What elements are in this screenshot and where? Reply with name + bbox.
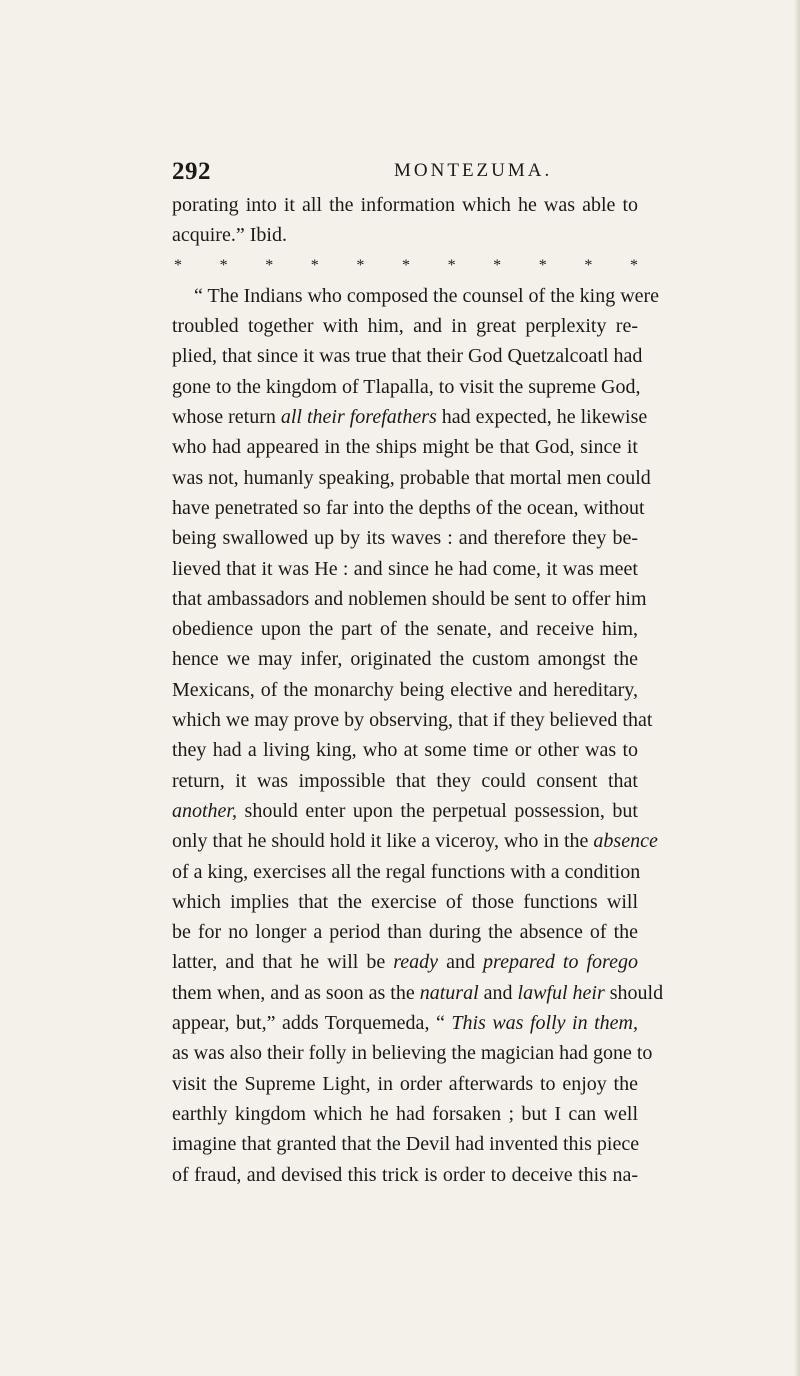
text-line: earthly kingdom which he had forsaken ; but I can well xyxy=(172,1102,638,1125)
text-line: have penetrated so far into the depths of the ocean, without xyxy=(172,496,645,519)
text-line: troubled together with him, and in great perplexity re- xyxy=(172,315,638,338)
text-line: return, it was impossible that they could consent that xyxy=(172,769,638,792)
text-run: and xyxy=(478,981,518,1004)
asterisk: * xyxy=(265,256,274,274)
italic-run: lawful heir xyxy=(517,981,605,1004)
asterisk: * xyxy=(447,256,456,274)
text-line xyxy=(172,402,648,432)
asterisk: * xyxy=(538,256,547,274)
text-line: hence we may infer, originated the custom amongst the xyxy=(172,648,638,671)
page-number: 292 xyxy=(172,158,211,185)
text-line: being swallowed up by its waves : and therefore they be- xyxy=(172,527,638,550)
text-line: obedience upon the part of the senate, and receive him, xyxy=(172,618,638,641)
text-line xyxy=(172,1008,638,1038)
asterisk: * xyxy=(174,256,182,274)
asterisk: * xyxy=(629,256,638,274)
text-run: should xyxy=(604,981,664,1004)
body-text xyxy=(172,190,664,1190)
asterisk: * xyxy=(401,256,410,274)
asterisk: * xyxy=(356,256,365,274)
italic-run: natural xyxy=(419,981,479,1004)
italic-run: absence xyxy=(593,830,658,853)
text-line: of a king, exercises all the regal functions with a condition xyxy=(172,860,641,883)
asterisk: * xyxy=(493,256,502,274)
text-run: appear, but,” adds Torquemeda, “ xyxy=(172,1012,452,1035)
text-line: was not, humanly speaking, probable that mortal men could xyxy=(172,466,651,489)
italic-run: all their forefathers xyxy=(280,406,437,429)
italic-run: another, xyxy=(172,799,237,822)
italic-run: ready xyxy=(393,951,439,974)
text-line: visit the Supreme Light, in order afterwards to enjoy the xyxy=(172,1072,638,1095)
asterisk: * xyxy=(310,256,319,274)
text-line xyxy=(172,796,638,826)
text-line: “ The Indians who composed the counsel of the king were xyxy=(194,284,660,307)
text-line: plied, that since it was true that their God Quetzalcoatl had xyxy=(172,345,643,368)
asterisk: * xyxy=(219,256,228,274)
text-run: whose return xyxy=(172,406,281,429)
text-line: as was also their folly in believing the magician had gone to xyxy=(172,1042,653,1065)
text-line xyxy=(172,947,638,977)
text-run: them when, and as soon as the xyxy=(172,981,420,1004)
text-line: who had appeared in the ships might be that God, since it xyxy=(172,436,638,459)
text-line xyxy=(172,826,658,856)
asterisk: * xyxy=(584,256,593,274)
text-run: and xyxy=(438,951,484,974)
text-line: of fraud, and devised this trick is order to deceive this na- xyxy=(172,1163,638,1186)
page-edge-shadow xyxy=(794,0,800,1376)
text-run: only that he should hold it like a viceroy, who in the xyxy=(172,830,594,853)
text-line: which we may prove by observing, that if they believed that xyxy=(172,709,653,732)
text-line: imagine that granted that the Devil had invented this piece xyxy=(172,1133,640,1156)
text-line: gone to the kingdom of Tlapalla, to visit the supreme God, xyxy=(172,375,641,398)
page-header xyxy=(172,158,628,190)
text-run: latter, and that he will be xyxy=(172,951,394,974)
text-line: acquire.” Ibid. xyxy=(172,224,287,247)
italic-run: prepared to forego xyxy=(483,951,638,974)
running-head: MONTEZUMA. xyxy=(394,160,553,181)
text-line: they had a living king, who at some time or other was to xyxy=(172,739,638,762)
text-line: which implies that the exercise of those functions will xyxy=(172,890,638,913)
text-line: porating into it all the information which he was able to xyxy=(172,194,638,216)
text-line: that ambassadors and noblemen should be sent to offer him xyxy=(172,587,647,610)
italic-run: This was folly in them, xyxy=(451,1012,638,1035)
text-run: had expected, he likewise xyxy=(436,406,648,429)
text-run: should enter upon the perpetual possession, but xyxy=(237,799,638,822)
text-line: be for no longer a period than during the absence of the xyxy=(172,921,638,944)
text-line: Mexicans, of the monarchy being elective and hereditary, xyxy=(172,678,638,701)
text-line xyxy=(172,978,664,1008)
asterisk-divider xyxy=(172,251,638,281)
text-line: lieved that it was He : and since he had come, it was meet xyxy=(172,557,638,580)
